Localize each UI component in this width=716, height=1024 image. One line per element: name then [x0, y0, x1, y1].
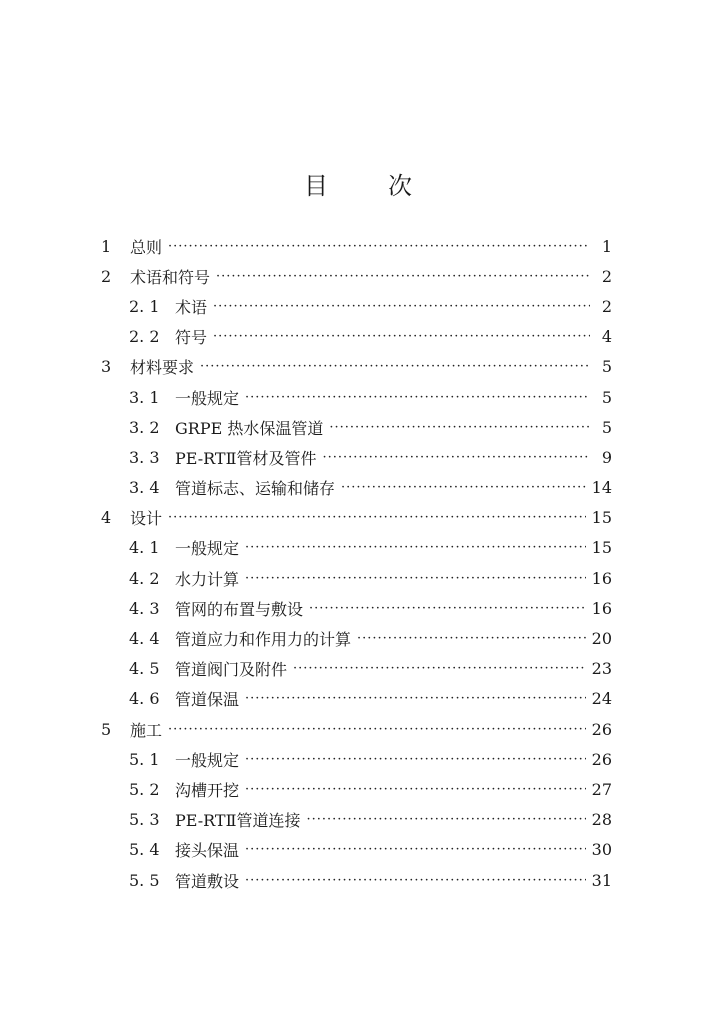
- toc-entry[interactable]: [0, 503, 716, 533]
- toc-entry[interactable]: [0, 623, 716, 653]
- toc-entry[interactable]: [0, 563, 716, 593]
- dot-leader: [329, 420, 590, 435]
- toc-entry-title: 一般规定: [175, 750, 240, 770]
- toc-entry-number: 3. 4: [129, 478, 160, 498]
- toc-entry-number: 4: [101, 508, 112, 528]
- toc-entry[interactable]: [0, 291, 716, 321]
- toc-entry-number: 5: [101, 719, 112, 739]
- dot-leader: [168, 510, 586, 525]
- dot-leader: [306, 812, 585, 827]
- table-of-contents: [0, 231, 716, 895]
- toc-entry-line: [175, 865, 612, 895]
- toc-entry[interactable]: [0, 684, 716, 714]
- toc-entry-line: [175, 533, 612, 563]
- toc-entry-line: [175, 654, 612, 684]
- toc-entry-number: 2. 2: [129, 327, 160, 347]
- toc-entry-number: 3. 3: [129, 447, 160, 467]
- dot-leader: [245, 842, 586, 857]
- toc-entry-title: 一般规定: [175, 539, 240, 559]
- toc-entry-page-number: 1: [601, 236, 612, 256]
- toc-entry-number: 4. 5: [129, 659, 160, 679]
- dot-leader: [357, 631, 586, 646]
- toc-entry-title: 符号: [175, 328, 208, 348]
- toc-entry[interactable]: [0, 352, 716, 382]
- toc-entry-line: [175, 684, 612, 714]
- toc-entry-title: 总则: [130, 237, 163, 257]
- toc-entry-page-number: 4: [601, 327, 612, 347]
- toc-entry-number: 5. 2: [129, 779, 160, 799]
- toc-entry-page-number: 23: [591, 659, 612, 679]
- toc-entry-line: [130, 231, 612, 261]
- toc-entry-page-number: 15: [591, 508, 612, 528]
- toc-entry[interactable]: [0, 865, 716, 895]
- toc-entry-page-number: 31: [591, 870, 612, 890]
- toc-entry-line: [175, 412, 612, 442]
- dot-leader: [200, 359, 590, 374]
- dot-leader: [216, 269, 590, 284]
- toc-entry-number: 5. 4: [129, 840, 160, 860]
- dot-leader: [322, 450, 590, 465]
- toc-entry[interactable]: [0, 774, 716, 804]
- toc-entry[interactable]: [0, 714, 716, 744]
- toc-entry-title: PE-RTⅡ管材及管件: [175, 448, 317, 468]
- toc-entry-line: [175, 382, 612, 412]
- toc-entry-page-number: 30: [591, 840, 612, 860]
- toc-entry-line: [130, 503, 612, 533]
- dot-leader: [245, 390, 590, 405]
- toc-entry-page-number: 26: [591, 749, 612, 769]
- dot-leader: [245, 752, 586, 767]
- dot-leader: [245, 540, 586, 555]
- toc-entry-line: [175, 623, 612, 653]
- toc-entry[interactable]: [0, 835, 716, 865]
- toc-entry-title: 术语和符号: [130, 267, 211, 287]
- toc-entry-page-number: 14: [591, 478, 612, 498]
- toc-entry-number: 3. 2: [129, 417, 160, 437]
- toc-entry-line: [175, 442, 612, 472]
- toc-entry-page-number: 27: [591, 779, 612, 799]
- toc-entry-page-number: 2: [601, 266, 612, 286]
- dot-leader: [293, 661, 586, 676]
- toc-entry-line: [175, 805, 612, 835]
- toc-entry-line: [175, 291, 612, 321]
- toc-entry-number: 3: [101, 357, 112, 377]
- toc-entry-line: [130, 261, 612, 291]
- toc-entry-title: 施工: [130, 720, 163, 740]
- dot-leader: [245, 873, 586, 888]
- toc-entry[interactable]: [0, 442, 716, 472]
- toc-entry-number: 2. 1: [129, 296, 160, 316]
- toc-entry-title: 管道应力和作用力的计算: [175, 630, 352, 650]
- toc-entry-title: 一般规定: [175, 388, 240, 408]
- dot-leader: [168, 722, 586, 737]
- toc-entry-page-number: 5: [601, 357, 612, 377]
- toc-entry[interactable]: [0, 593, 716, 623]
- dot-leader: [213, 329, 590, 344]
- toc-entry-title: 沟槽开挖: [175, 780, 240, 800]
- toc-entry-title: 术语: [175, 297, 208, 317]
- toc-entry-number: 5. 5: [129, 870, 160, 890]
- toc-entry-number: 4. 3: [129, 598, 160, 618]
- toc-entry-number: 4. 2: [129, 568, 160, 588]
- toc-entry[interactable]: [0, 805, 716, 835]
- toc-entry[interactable]: [0, 382, 716, 412]
- toc-entry[interactable]: [0, 231, 716, 261]
- toc-entry-number: 5. 1: [129, 749, 160, 769]
- toc-entry-page-number: 16: [591, 598, 612, 618]
- toc-entry-line: [175, 774, 612, 804]
- toc-entry-page-number: 16: [591, 568, 612, 588]
- toc-entry[interactable]: [0, 261, 716, 291]
- toc-entry-number: 4. 1: [129, 538, 160, 558]
- toc-entry[interactable]: [0, 533, 716, 563]
- toc-entry-page-number: 15: [591, 538, 612, 558]
- dot-leader: [309, 601, 586, 616]
- toc-entry[interactable]: [0, 654, 716, 684]
- dot-leader: [168, 239, 590, 254]
- toc-entry-number: 1: [101, 236, 112, 256]
- toc-entry-page-number: 24: [591, 689, 612, 709]
- toc-entry-line: [175, 563, 612, 593]
- page-title: [0, 166, 716, 201]
- toc-entry-title: 管道标志、运输和储存: [175, 479, 336, 499]
- toc-entry-title: 管网的布置与敷设: [175, 599, 304, 619]
- toc-entry-title: 水力计算: [175, 569, 240, 589]
- toc-entry-number: 2: [101, 266, 112, 286]
- toc-entry-line: [175, 322, 612, 352]
- toc-entry-title: 管道保温: [175, 690, 240, 710]
- toc-entry-title: 接头保温: [175, 841, 240, 861]
- title-char-1: 目: [304, 172, 328, 200]
- toc-entry-line: [175, 744, 612, 774]
- toc-entry-number: 5. 3: [129, 810, 160, 830]
- toc-entry-title: 管道阀门及附件: [175, 660, 288, 680]
- toc-entry-page-number: 5: [601, 417, 612, 437]
- toc-entry-line: [130, 714, 612, 744]
- toc-entry-page-number: 5: [601, 387, 612, 407]
- toc-entry-page-number: 2: [601, 296, 612, 316]
- title-char-2: 次: [388, 172, 412, 200]
- toc-entry-title: GRPE 热水保温管道: [175, 418, 324, 438]
- toc-entry-number: 4. 4: [129, 629, 160, 649]
- toc-entry[interactable]: [0, 473, 716, 503]
- dot-leader: [245, 571, 586, 586]
- toc-entry-title: PE-RTⅡ管道连接: [175, 811, 301, 831]
- toc-entry-title: 管道敷设: [175, 871, 240, 891]
- dot-leader: [213, 299, 590, 314]
- toc-entry-number: 4. 6: [129, 689, 160, 709]
- dot-leader: [245, 691, 586, 706]
- dot-leader: [341, 480, 586, 495]
- toc-entry-page-number: 28: [591, 810, 612, 830]
- toc-entry-number: 3. 1: [129, 387, 160, 407]
- toc-entry-line: [175, 835, 612, 865]
- toc-entry-page-number: 20: [591, 629, 612, 649]
- toc-entry[interactable]: [0, 412, 716, 442]
- toc-entry-page-number: 9: [601, 447, 612, 467]
- toc-entry[interactable]: [0, 744, 716, 774]
- toc-entry-line: [175, 593, 612, 623]
- toc-entry-title: 材料要求: [130, 358, 195, 378]
- dot-leader: [245, 782, 586, 797]
- toc-entry-line: [130, 352, 612, 382]
- toc-entry-title: 设计: [130, 509, 163, 529]
- toc-entry[interactable]: [0, 322, 716, 352]
- toc-entry-page-number: 26: [591, 719, 612, 739]
- toc-entry-line: [175, 473, 612, 503]
